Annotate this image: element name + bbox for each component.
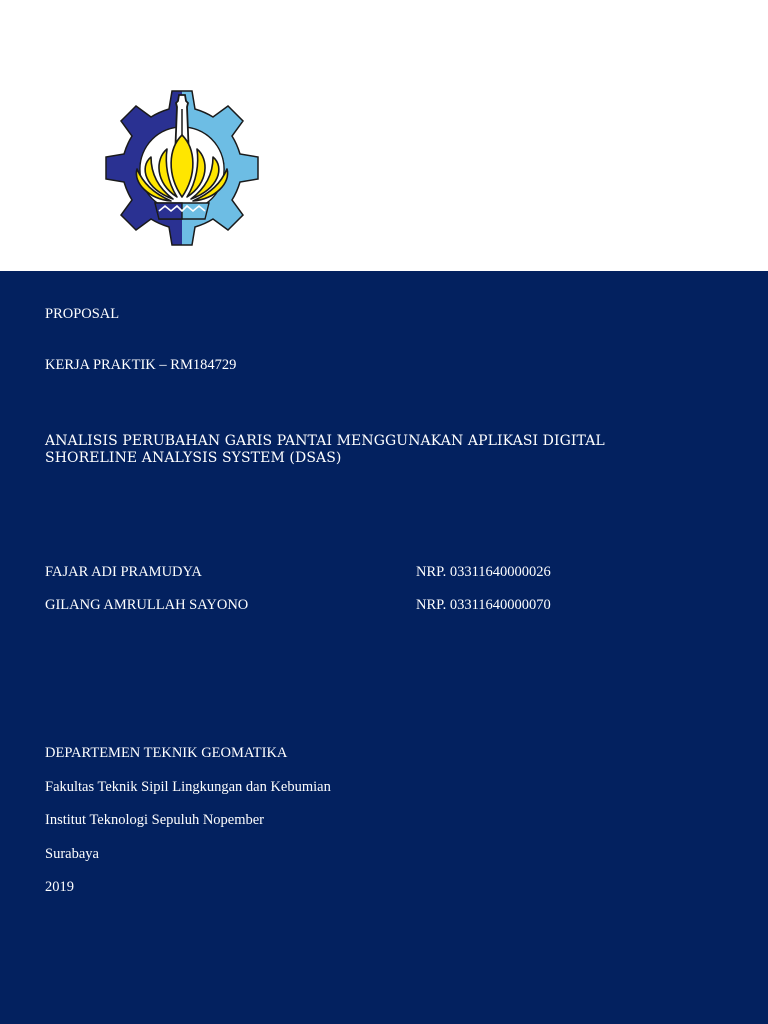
institute: Institut Teknologi Sepuluh Nopember [45, 812, 265, 828]
year: 2019 [45, 879, 74, 895]
cover-panel [0, 271, 768, 1024]
author-name: FAJAR ADI PRAMUDYA [45, 564, 202, 580]
city: Surabaya [45, 846, 99, 862]
faculty: Fakultas Teknik Sipil Lingkungan dan Kebumian [45, 779, 331, 795]
author-name: GILANG AMRULLAH SAYONO [45, 597, 249, 613]
doc-type: PROPOSAL [45, 306, 120, 322]
title-line-2: SHORELINE ANALYSIS SYSTEM (DSAS) [45, 450, 342, 466]
author-nrp: NRP. 03311640000070 [416, 597, 551, 613]
author-nrp: NRP. 03311640000026 [416, 564, 551, 580]
course-code: KERJA PRAKTIK – RM184729 [45, 357, 237, 373]
department: DEPARTEMEN TEKNIK GEOMATIKA [45, 745, 288, 761]
logo-area [0, 0, 768, 271]
its-logo-icon [93, 87, 271, 257]
title-line-1: ANALISIS PERUBAHAN GARIS PANTAI MENGGUNAKAN APLIKASI DIGITAL [45, 433, 605, 449]
document-title [45, 433, 725, 467]
